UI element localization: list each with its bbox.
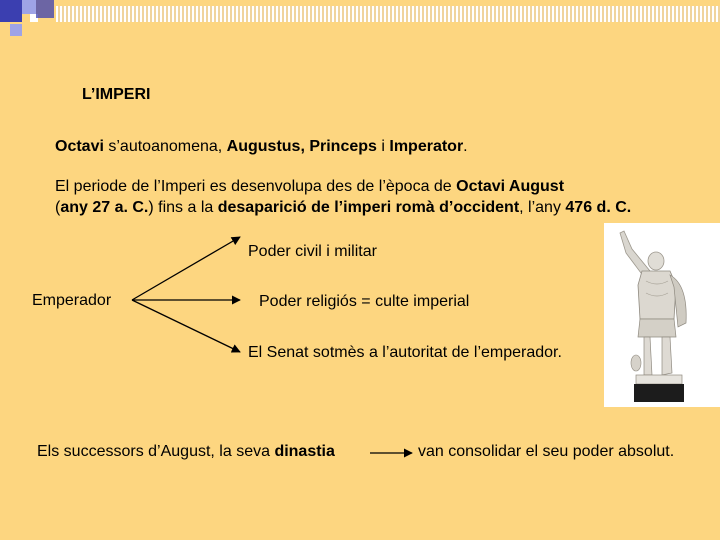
intro-name-augustus: Augustus, Princeps — [226, 138, 377, 155]
statue-illustration — [604, 223, 720, 407]
periode-text-a: El periode de l’Imperi es desenvolupa des de l’època de — [55, 178, 457, 195]
diagram-branch-religios: Poder religiós = culte imperial — [259, 293, 470, 310]
diagram-emperador-label: Emperador — [32, 292, 112, 309]
successors-text — [37, 442, 335, 462]
successors-result: van consolidar el seu poder absolut. — [418, 443, 675, 460]
intro-text-2: i — [376, 138, 390, 155]
periode-end-year: 476 d. C. — [565, 199, 632, 216]
intro-name-imperator: Imperator — [389, 138, 464, 155]
arrow-to-civil — [132, 237, 240, 300]
header-square-dark — [0, 0, 22, 22]
header-square-light-small — [10, 24, 22, 36]
intro-text-3: . — [463, 138, 468, 155]
periode-text-c: , l’any — [519, 199, 566, 216]
periode-octavi-august: Octavi August — [456, 178, 565, 195]
periode-line-1 — [55, 177, 564, 197]
header-square-mid — [36, 0, 54, 18]
diagram-branch-senat: El Senat sotmès a l’autoritat de l’emperador. — [248, 344, 562, 361]
slide-title: L’IMPERI — [82, 86, 151, 103]
header-stripe-bar — [56, 6, 720, 22]
arrow-to-senat — [132, 300, 240, 352]
augustus-statue-image — [604, 223, 720, 407]
diagram-branch-civil: Poder civil i militar — [248, 243, 377, 260]
intro-name-octavi: Octavi — [55, 138, 104, 155]
successors-text-a: Els successors d’August, la seva — [37, 443, 275, 460]
successors-dinastia: dinastia — [274, 443, 335, 460]
periode-paren-open: ( — [55, 199, 61, 216]
header-square-light — [22, 0, 36, 14]
periode-text-b: ) fins a la — [148, 199, 218, 216]
periode-start-year: any 27 a. C. — [60, 199, 149, 216]
periode-fall-of-empire: desaparició de l’imperi romà d’occident — [217, 199, 520, 216]
periode-line-2 — [55, 198, 631, 218]
intro-paragraph — [55, 137, 468, 157]
intro-text-1: s’autoanomena, — [103, 138, 227, 155]
